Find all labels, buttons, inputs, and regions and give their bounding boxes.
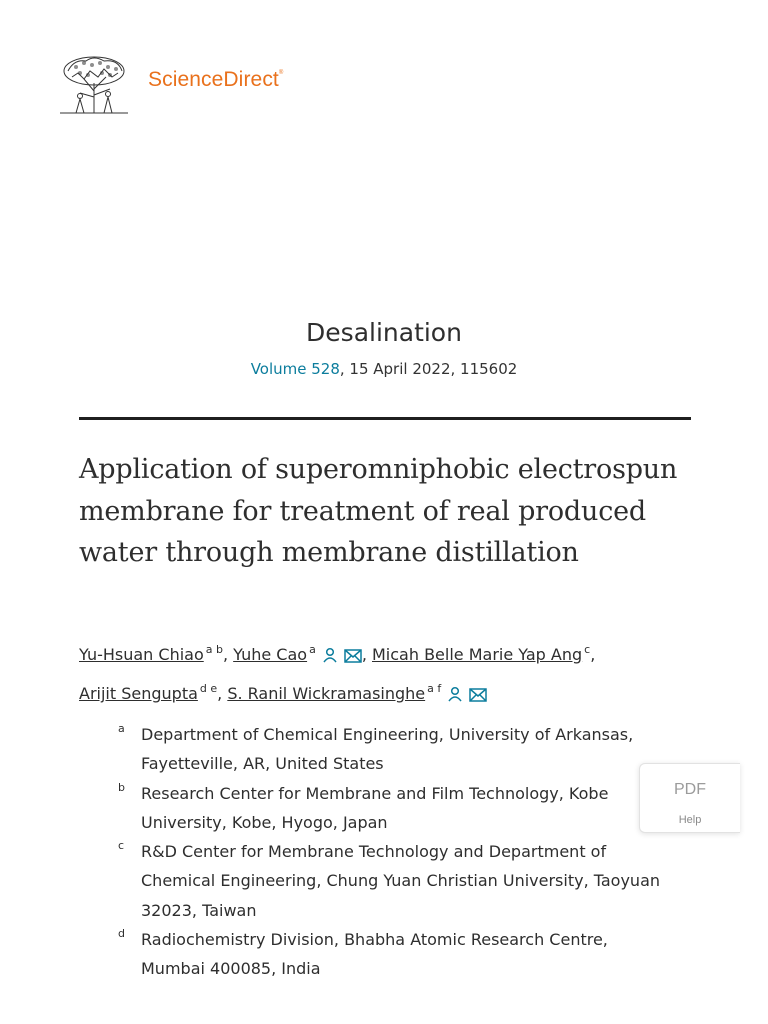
affiliation-item <box>110 925 670 984</box>
author-affil-marks: a b <box>205 643 223 656</box>
pdf-button[interactable]: PDF <box>674 781 706 798</box>
affiliation-text: Department of Chemical Engineering, University of Arkansas, Fayetteville, AR, United States <box>141 725 634 774</box>
site-header <box>58 52 283 116</box>
affiliation-mark: d <box>118 927 125 941</box>
help-button[interactable]: Help <box>678 814 702 826</box>
author-separator: , <box>217 684 228 703</box>
author-separator: , <box>590 645 596 664</box>
header-divider <box>79 417 691 420</box>
envelope-icon[interactable] <box>469 681 487 712</box>
affiliation-text: Radiochemistry Division, Bhabha Atomic Research Centre, Mumbai 400085, India <box>141 930 608 979</box>
issue-details: , 15 April 2022, 115602 <box>339 360 518 378</box>
person-icon[interactable] <box>322 642 338 673</box>
sciencedirect-logo-text[interactable]: ScienceDirect® <box>148 68 284 91</box>
envelope-icon[interactable] <box>344 642 362 673</box>
author-link[interactable]: Micah Belle Marie Yap Ang <box>372 645 583 664</box>
affiliation-text: Research Center for Membrane and Film Technology, Kobe University, Kobe, Hyogo, Japan <box>141 783 609 832</box>
volume-link[interactable]: Volume 528 <box>250 360 340 378</box>
author-affil-marks: d e <box>199 682 218 695</box>
affiliation-mark: b <box>118 780 125 794</box>
volume-line <box>0 360 768 378</box>
author-list <box>79 634 699 712</box>
affiliation-text: R&D Center for Membrane Technology and Department of Chemical Engineering, Chung Yuan Christian University, Taoyuan 32023, Taiwan <box>141 842 661 920</box>
elsevier-tree-icon[interactable] <box>58 53 130 115</box>
affiliation-item <box>110 779 670 838</box>
author-affil-marks: c <box>584 643 591 656</box>
affiliation-mark: a <box>118 722 125 735</box>
pdf-help-widget <box>639 763 740 833</box>
author-link[interactable]: Arijit Sengupta <box>79 684 198 703</box>
registered-mark: ® <box>278 70 284 76</box>
author-separator: , <box>361 645 372 664</box>
affiliation-mark: c <box>118 839 125 853</box>
author-link[interactable]: Yuhe Cao <box>233 645 308 664</box>
article-title: Application of superomniphobic electrospun membrane for treatment of real produced water through membrane distillation <box>79 454 678 568</box>
author-link[interactable]: S. Ranil Wickramasinghe <box>227 684 426 703</box>
affiliation-item <box>110 720 670 779</box>
affiliation-item <box>110 837 670 925</box>
journal-title[interactable]: Desalination <box>306 318 462 347</box>
person-icon[interactable] <box>447 681 463 712</box>
author-affil-marks: a <box>309 643 316 656</box>
author-link[interactable]: Yu-Hsuan Chiao <box>79 645 204 664</box>
author-separator: , <box>222 645 234 664</box>
author-affil-marks: a f <box>427 682 442 695</box>
affiliation-list <box>110 720 670 984</box>
